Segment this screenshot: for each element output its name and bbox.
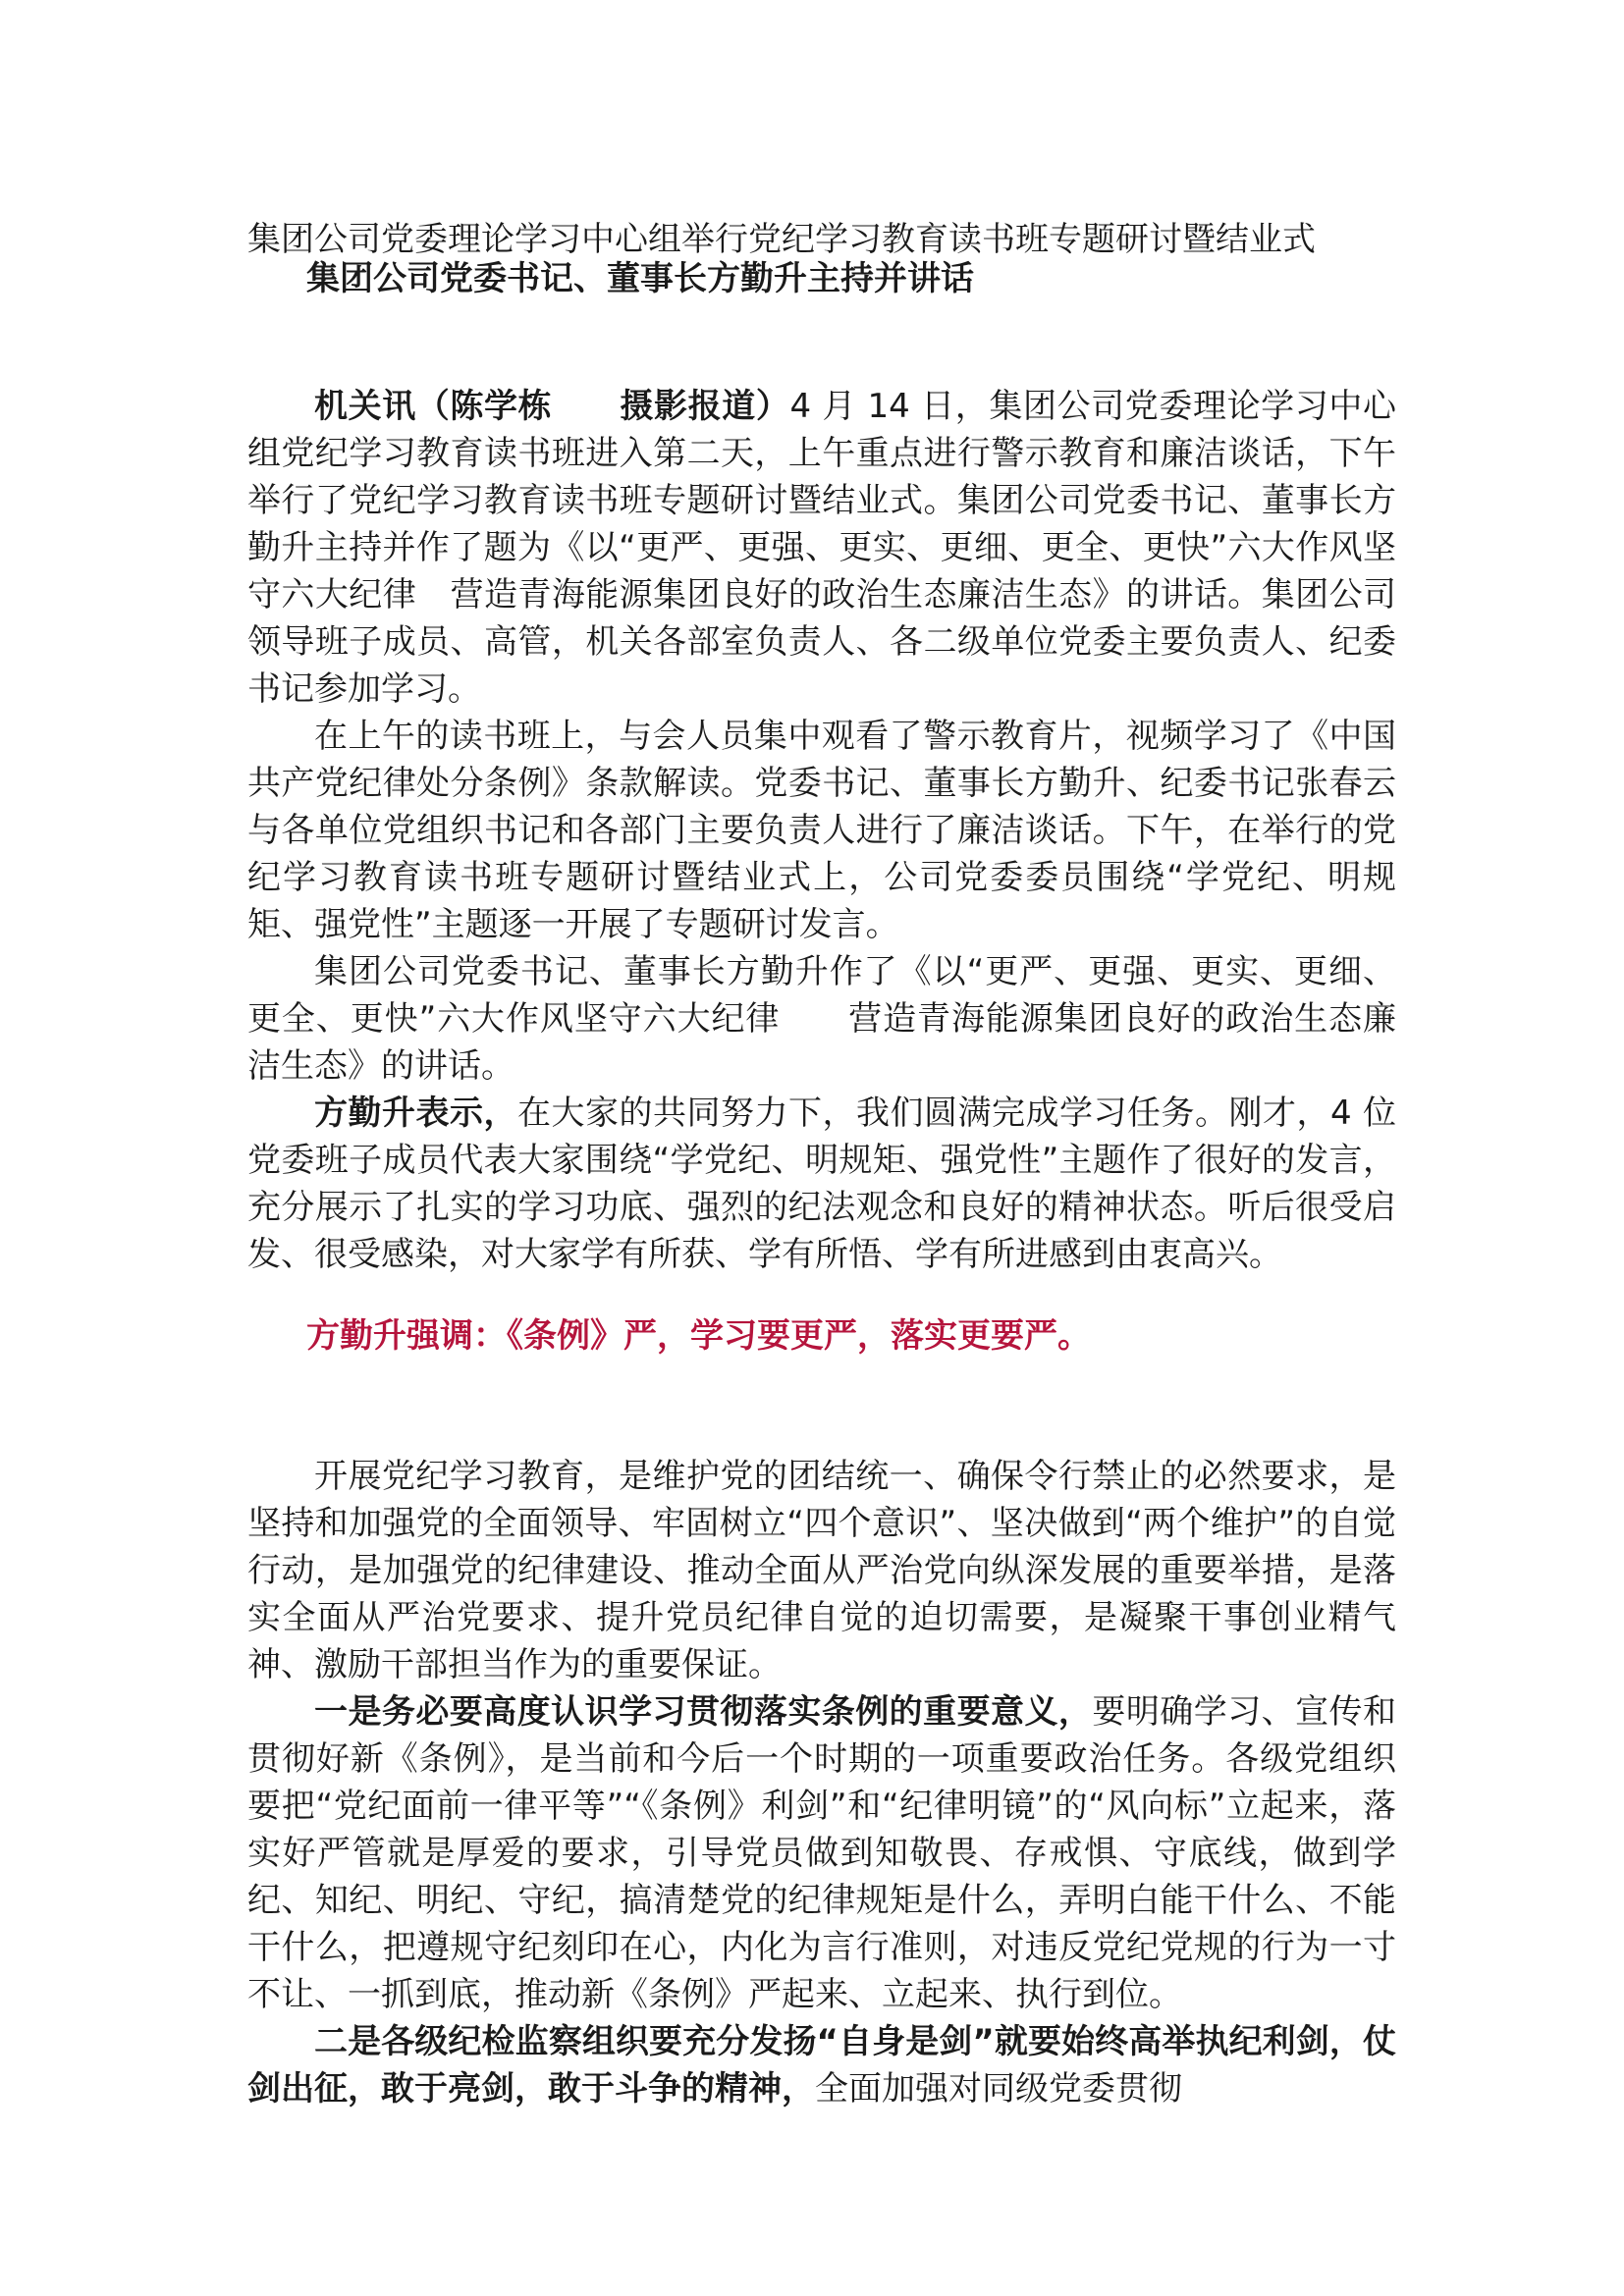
- paragraph-lead-label: 一是务必要高度认识学习贯彻落实条例的重要意义，: [314, 1692, 1093, 1732]
- paragraph-fang-remarks: [247, 1090, 1396, 1278]
- article-title: 集团公司党委理论学习中心组举行党纪学习教育读书班专题研讨暨结业式: [247, 220, 1316, 259]
- paragraph-text: 4 月 14 日，集团公司党委理论学习中心组党纪学习教育读书班进入第二天，上午重点进行警示教育和廉洁谈话，下午举行了党纪学习教育读书班专题研讨暨结业式。集团公司党委书记、董事长方勤升主持并作了题为《以“更严、更强、更实、更细、更全、更快”六大作风坚守六大纪律 营造青海能源集团良好的政治生态廉洁生态》的讲话。集团公司领导班子成员、高管，机关各部室负责人、各二级单位党委主要负责人、纪委书记参加学习。: [247, 387, 1396, 709]
- paragraph-speech-title: [247, 948, 1396, 1090]
- paragraph-text: 全面加强对同级党委贯彻: [815, 2069, 1182, 2109]
- article-body-upper: [247, 383, 1396, 1278]
- paragraph-lead-label: 二是各级纪检监察组织要充分发扬“自身是剑”就要始终高举执纪利剑，仗剑出征，敢于亮剑，敢于斗争的精神，: [247, 2022, 1396, 2109]
- section-heading-emphasis: 方勤升强调：《条例》严，学习要更严，落实更要严。: [306, 1316, 1091, 1356]
- paragraph-point-two: [247, 2018, 1396, 2112]
- paragraph-lead-news: [247, 383, 1396, 713]
- paragraph-lead-label: 方勤升表示，: [314, 1094, 518, 1133]
- paragraph-education-significance: [247, 1453, 1396, 1688]
- article-subtitle: 集团公司党委书记、董事长方勤升主持并讲话: [306, 259, 974, 298]
- paragraph-text: 在大家的共同努力下，我们圆满完成学习任务。刚才，4 位党委班子成员代表大家围绕“学党纪、明规矩、强党性”主题作了很好的发言，充分展示了扎实的学习功底、强烈的纪法观念和良好的精神状态。听后很受启发、很受感染，对大家学有所获、学有所悟、学有所进感到由衷高兴。: [247, 1094, 1396, 1274]
- paragraph-lead-label: 机关讯（陈学栋 摄影报道）: [314, 387, 790, 426]
- paragraph-text: 在上午的读书班上，与会人员集中观看了警示教育片，视频学习了《中国共产党纪律处分条例》条款解读。党委书记、董事长方勤升、纪委书记张春云与各单位党组织书记和各部门主要负责人进行了廉洁谈话。下午，在举行的党纪学习教育读书班专题研讨暨结业式上，公司党委委员围绕“学党纪、明规矩、强党性”主题逐一开展了专题研讨发言。: [247, 717, 1396, 944]
- paragraph-text: 开展党纪学习教育，是维护党的团结统一、确保令行禁止的必然要求，是坚持和加强党的全面领导、牢固树立“四个意识”、坚决做到“两个维护”的自觉行动，是加强党的纪律建设、推动全面从严治党向纵深发展的重要举措，是落实全面从严治党要求、提升党员纪律自觉的迫切需要，是凝聚干事创业精气神、激励干部担当作为的重要保证。: [247, 1457, 1396, 1684]
- article-body-lower: [247, 1453, 1396, 2112]
- paragraph-reading-class: [247, 713, 1396, 948]
- paragraph-text: 集团公司党委书记、董事长方勤升作了《以“更严、更强、更实、更细、更全、更快”六大作风坚守六大纪律 营造青海能源集团良好的政治生态廉洁生态》的讲话。: [247, 952, 1396, 1086]
- paragraph-text: 要明确学习、宣传和贯彻好新《条例》，是当前和今后一个时期的一项重要政治任务。各级党组织要把“党纪面前一律平等”“《条例》利剑”和“纪律明镜”的“风向标”立起来，落实好严管就是厚爱的要求，引导党员做到知敬畏、存戒惧、守底线，做到学纪、知纪、明纪、守纪，搞清楚党的纪律规矩是什么，弄明白能干什么、不能干什么，把遵规守纪刻印在心，内化为言行准则，对违反党纪党规的行为一寸不让、一抓到底，推动新《条例》严起来、立起来、执行到位。: [247, 1692, 1397, 2014]
- paragraph-point-one: [247, 1688, 1396, 2018]
